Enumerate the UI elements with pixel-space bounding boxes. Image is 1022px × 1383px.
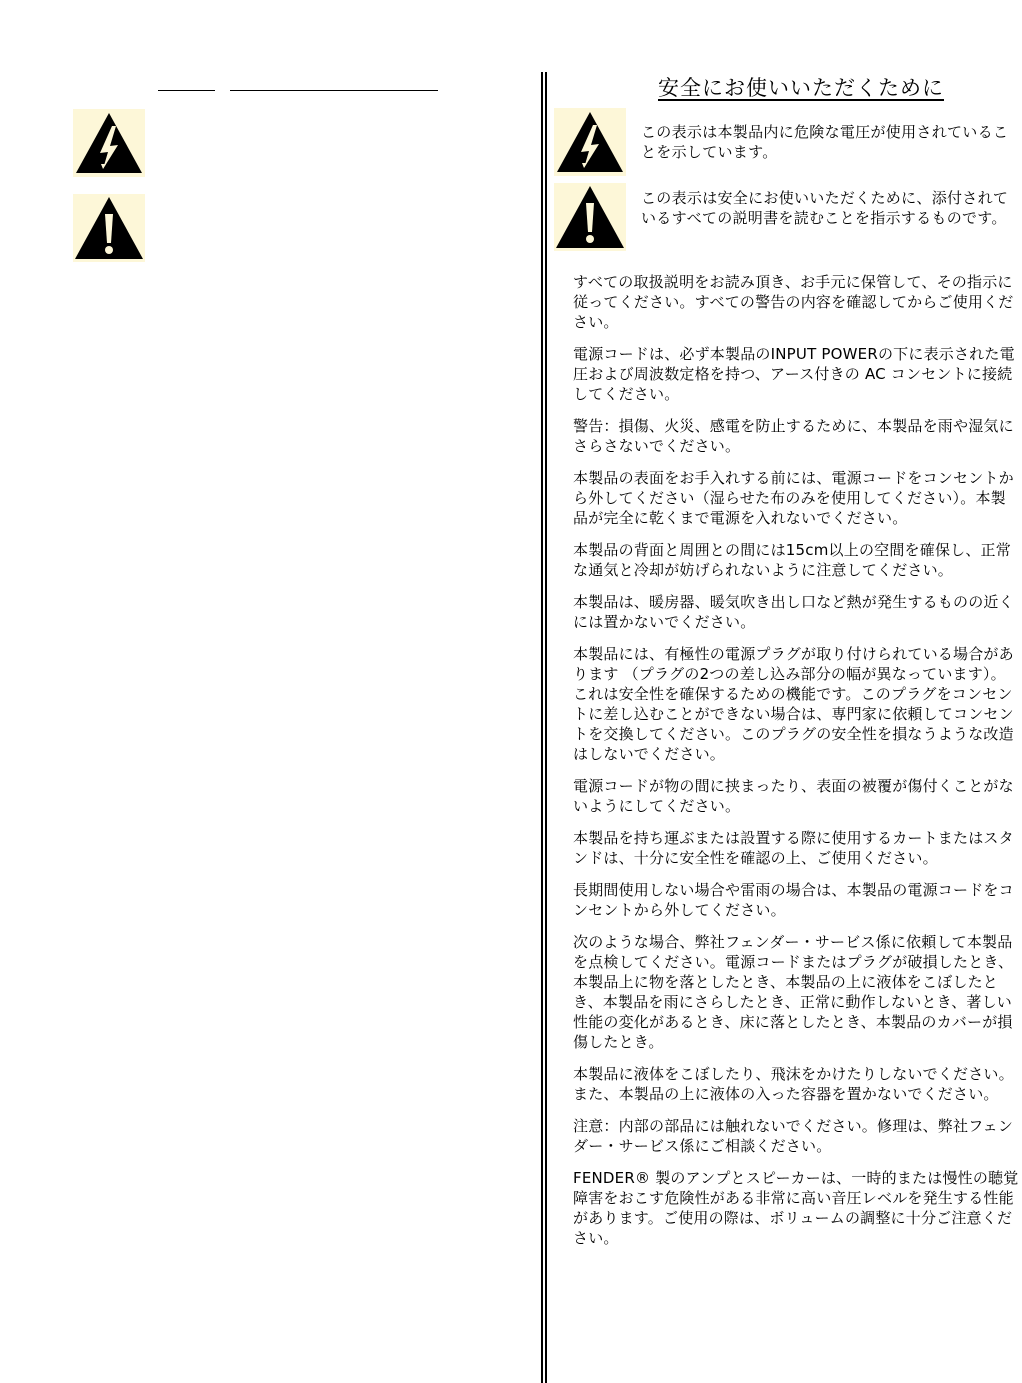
page-title: 安全にお使いいただくために [658,76,944,100]
symbol-description: この表示は本製品内に危険な電圧が使用されていることを示しています。 [641,123,1009,161]
instruction-paragraph: 次のような場合、弊社フェンダー・サービス係に依頼して本製品を点検してください。電源コードまたはプラグが破損したとき、本製品上に物を落としたとき、本製品の上に液体をこぼしたとき、本製品を雨にさらしたとき、正常に動作しないとき、著しい性能の変化があるとき、床に落としたとき、本製品のカバーが損傷したとき。 [573,933,1014,1051]
instruction-paragraph: 電源コードは、必ず本製品のINPUT POWERの下に表示された電圧および周波数定格を持つ、アース付きの AC コンセントに接続してください。 [573,345,1015,403]
lightning-warning-icon [554,108,626,176]
title-rule-long [230,90,438,91]
instruction-paragraph: FENDER® 製のアンプとスピーカーは、一時的または慢性の聴覚障害をおこす危険性がある非常に高い音圧レベルを発生する性能があります。ご使用の際は、ボリュームの調整に十分ご注意ください。 [573,1169,1019,1247]
instruction-paragraph: すべての取扱説明をお読み頂き、お手元に保管して、その指示に従ってください。すべての警告の内容を確認してからご使用ください。 [573,273,1014,331]
exclamation-warning-icon [554,183,626,251]
instruction-paragraph: 本製品には、有極性の電源プラグが取り付けられている場合があります （プラグの2つの差し込み部分の幅が異なっています）。 これは安全性を確保するための機能です。このプラグをコンセントに差し込むことができない場合は、専門家に依頼してコンセントを交換してください。このプラグの安全性を損なうような改造はしないでください。 [573,645,1014,763]
instruction-paragraph: 本製品は、暖房器、暖気吹き出し口など熱が発生するものの近くには置かないでください。 [573,593,1014,631]
right-column [552,0,1020,1383]
instruction-paragraph: 本製品を持ち運ぶまたは設置する際に使用するカートまたはスタンドは、十分に安全性を確認の上、ご使用ください。 [573,829,1014,867]
safety-instructions [573,272,1020,1260]
instruction-paragraph: 注意：内部の部品には触れないでください。修理は、弊社フェンダー・サービス係にご相談ください。 [573,1117,1014,1155]
symbol-description: この表示は安全にお使いいただくために、添付されているすべての説明書を読むことを指示するものです。 [641,189,1009,227]
column-divider [541,72,547,1383]
instruction-paragraph: 長期間使用しない場合や雷雨の場合は、本製品の電源コードをコンセントから外してください。 [573,881,1014,919]
title-rule-short [158,90,215,91]
instruction-paragraph: 本製品の背面と周囲との間には15cm以上の空間を確保し、正常な通気と冷却が妨げられないように注意してください。 [573,541,1011,579]
instruction-paragraph: 本製品の表面をお手入れする前には、電源コードをコンセントから外してください（湿らせた布のみを使用してください）。本製品が完全に乾くまで電源を入れないでください。 [573,469,1014,527]
instruction-paragraph: 本製品に液体をこぼしたり、飛沫をかけたりしないでください。また、本製品の上に液体の入った容器を置かないでください。 [573,1065,1014,1103]
instruction-paragraph: 警告：損傷、火災、感電を防止するために、本製品を雨や湿気にさらさないでください。 [573,417,1014,455]
instruction-paragraph: 電源コードが物の間に挟まったり、表面の被覆が傷付くことがないようにしてください。 [573,777,1014,815]
lightning-warning-icon [73,109,145,177]
exclamation-warning-icon [73,194,145,262]
